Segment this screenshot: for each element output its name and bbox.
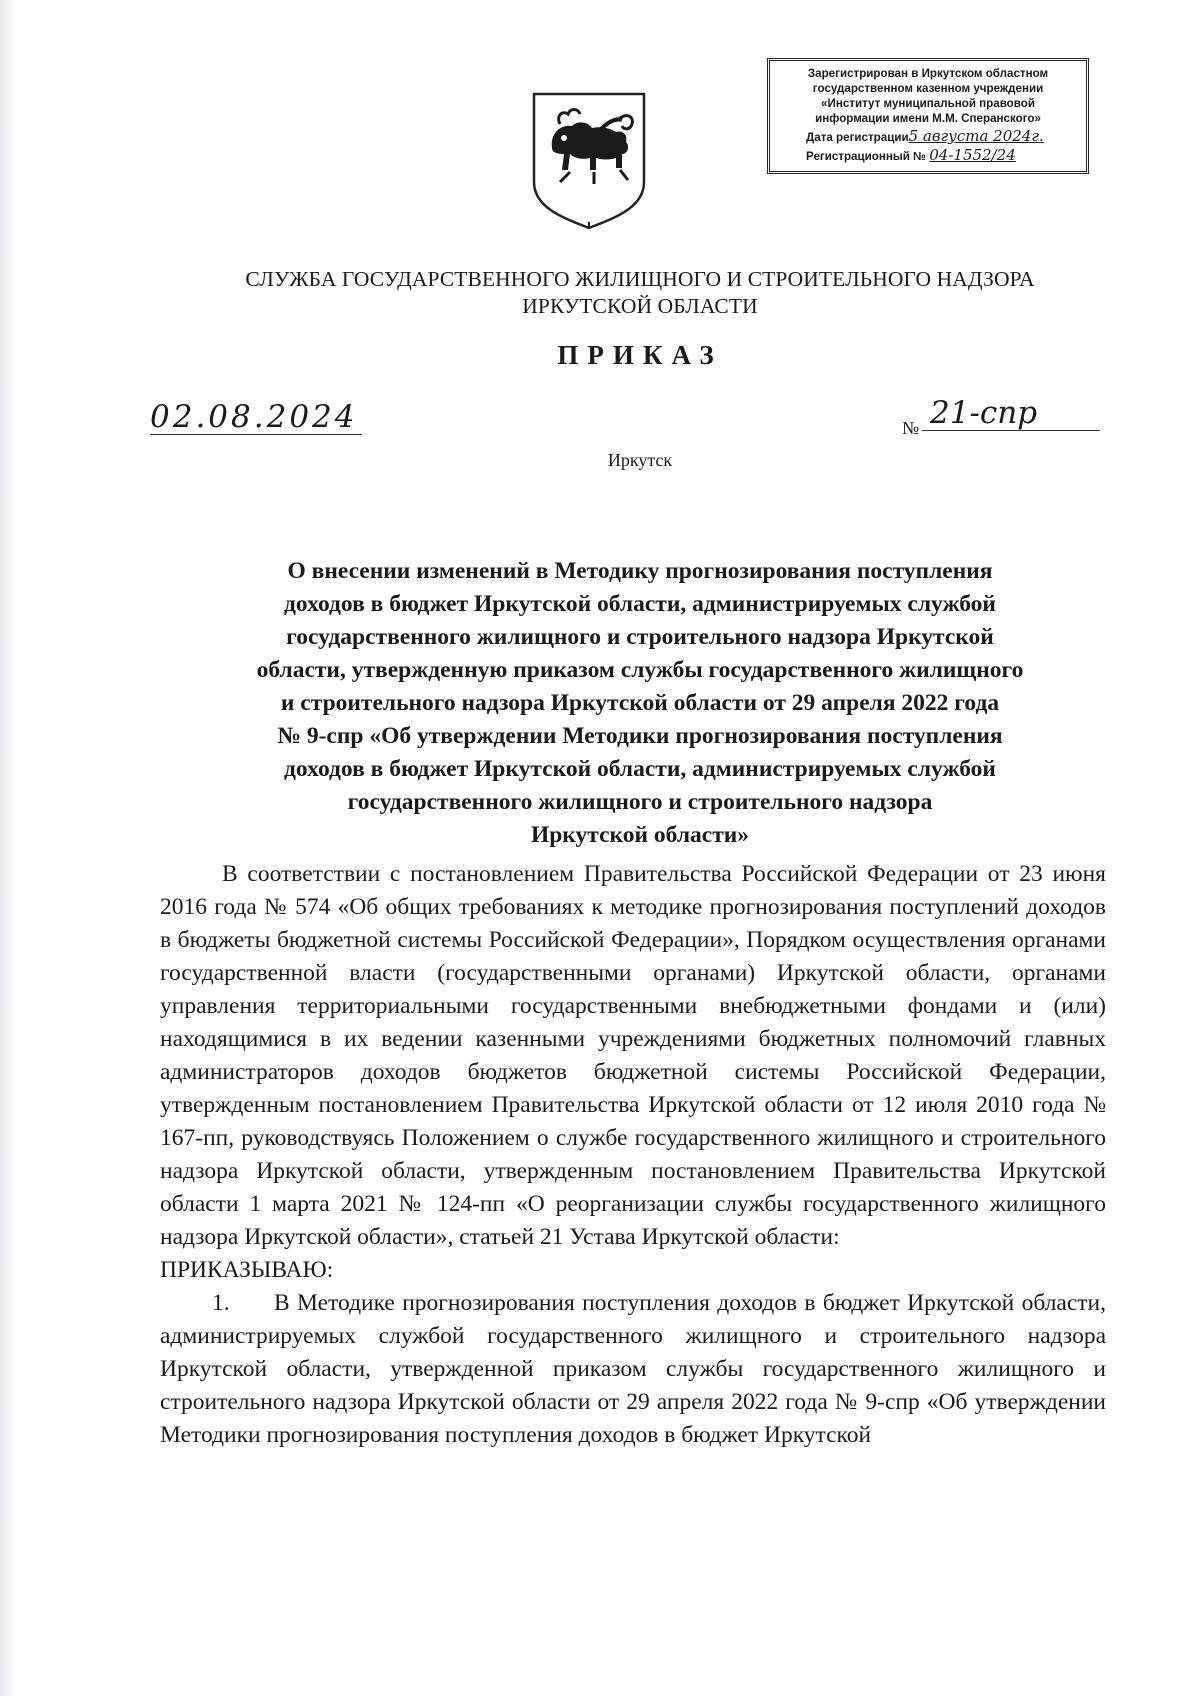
coat-of-arms-icon (530, 90, 648, 230)
agency-line: ИРКУТСКОЙ ОБЛАСТИ (522, 294, 758, 318)
heading-line: доходов в бюджет Иркутской области, администрируемых службой (284, 591, 996, 617)
stamp-line: государственном казенном учреждении (812, 82, 1044, 95)
stamp-date-row (778, 129, 1078, 145)
stamp-date-label: Дата регистрации (806, 131, 909, 144)
handwritten-number: 21-спр (922, 396, 1100, 431)
document-heading (160, 555, 1120, 852)
scan-edge (0, 0, 18, 1696)
registration-stamp (767, 58, 1089, 174)
stamp-date-value: 5 августа 2024г. (908, 127, 1044, 145)
number-label: № (902, 418, 920, 438)
agency-line: СЛУЖБА ГОСУДАРСТВЕННОГО ЖИЛИЩНОГО И СТРОИТЕЛЬНОГО НАДЗОРА (245, 267, 1035, 291)
document-type: ПРИКАЗ (557, 340, 723, 370)
heading-line: № 9-спр «Об утверждении Методики прогнозирования поступления (277, 723, 1003, 749)
handwritten-date: 02.08.2024 (150, 400, 362, 435)
heading-line: и строительного надзора Иркутской области от 29 апреля 2022 года (280, 690, 1000, 716)
agency-name (150, 266, 1130, 320)
preamble-paragraph: В соответствии с постановлением Правительства Российской Федерации от 23 июня 2016 года № 574 «Об общих требованиях к методике прогнозирования поступлений доходов в бюджеты бюджетной системы Российской Федерации», Порядком осуществления органами государственной власти (государственными органами) Иркутской области, органами управления территориальными государственными внебюджетными фондами и (или) находящимися в их ведении казенными учреждениями бюджетных полномочий главных администраторов доходов бюджетов бюджетной системы Российской Федерации, утвержденным постановлением Правительства Иркутской области от 12 июля 2010 года № 167-пп, руководствуясь Положением о службе государственного жилищного и строительного надзора Иркутской области, утвержденным постановлением Правительства Иркутской области 1 марта 2021 № 124-пп «О реорганизации службы государственного жилищного надзора Иркутской области», статьей 21 Устава Иркутской области: (160, 861, 1106, 1250)
stamp-reg-label: Регистрационный № (806, 150, 927, 163)
stamp-line: информации имени М.М. Сперанского» (815, 112, 1041, 125)
heading-line: О внесении изменений в Методику прогнозирования поступления (287, 558, 993, 584)
heading-line: государственного жилищного и строительного надзора Иркутской (286, 624, 994, 650)
order-item-1 (160, 1287, 1106, 1452)
item-number: 1. (212, 1290, 230, 1316)
item-text: В Методике прогнозирования поступления доходов в бюджет Иркутской области, администрируемых службой государственного жилищного и строительного надзора Иркутской области, утвержденной приказом службы государственного жилищного и строительного надзора Иркутской области от 29 апреля 2022 года № 9-спр «Об утверждении Методики прогнозирования поступления доходов в бюджет Иркутской (160, 1290, 1106, 1448)
stamp-line: «Институт муниципальной правовой (821, 97, 1035, 110)
document-body (160, 858, 1106, 1452)
heading-line: государственного жилищного и строительного надзора (347, 789, 933, 815)
heading-line: доходов в бюджет Иркутской области, администрируемых службой (284, 756, 996, 782)
stamp-reg-value: 04-1552/24 (929, 146, 1016, 164)
stamp-line: Зарегистрирован в Иркутском областном (807, 67, 1049, 80)
order-word: ПРИКАЗЫВАЮ: (160, 1257, 334, 1283)
city-name: Иркутск (607, 450, 673, 470)
heading-line: области, утвержденную приказом службы государственного жилищного (256, 657, 1024, 683)
stamp-reg-row (778, 148, 1078, 164)
heading-line: Иркутской области» (530, 822, 750, 848)
